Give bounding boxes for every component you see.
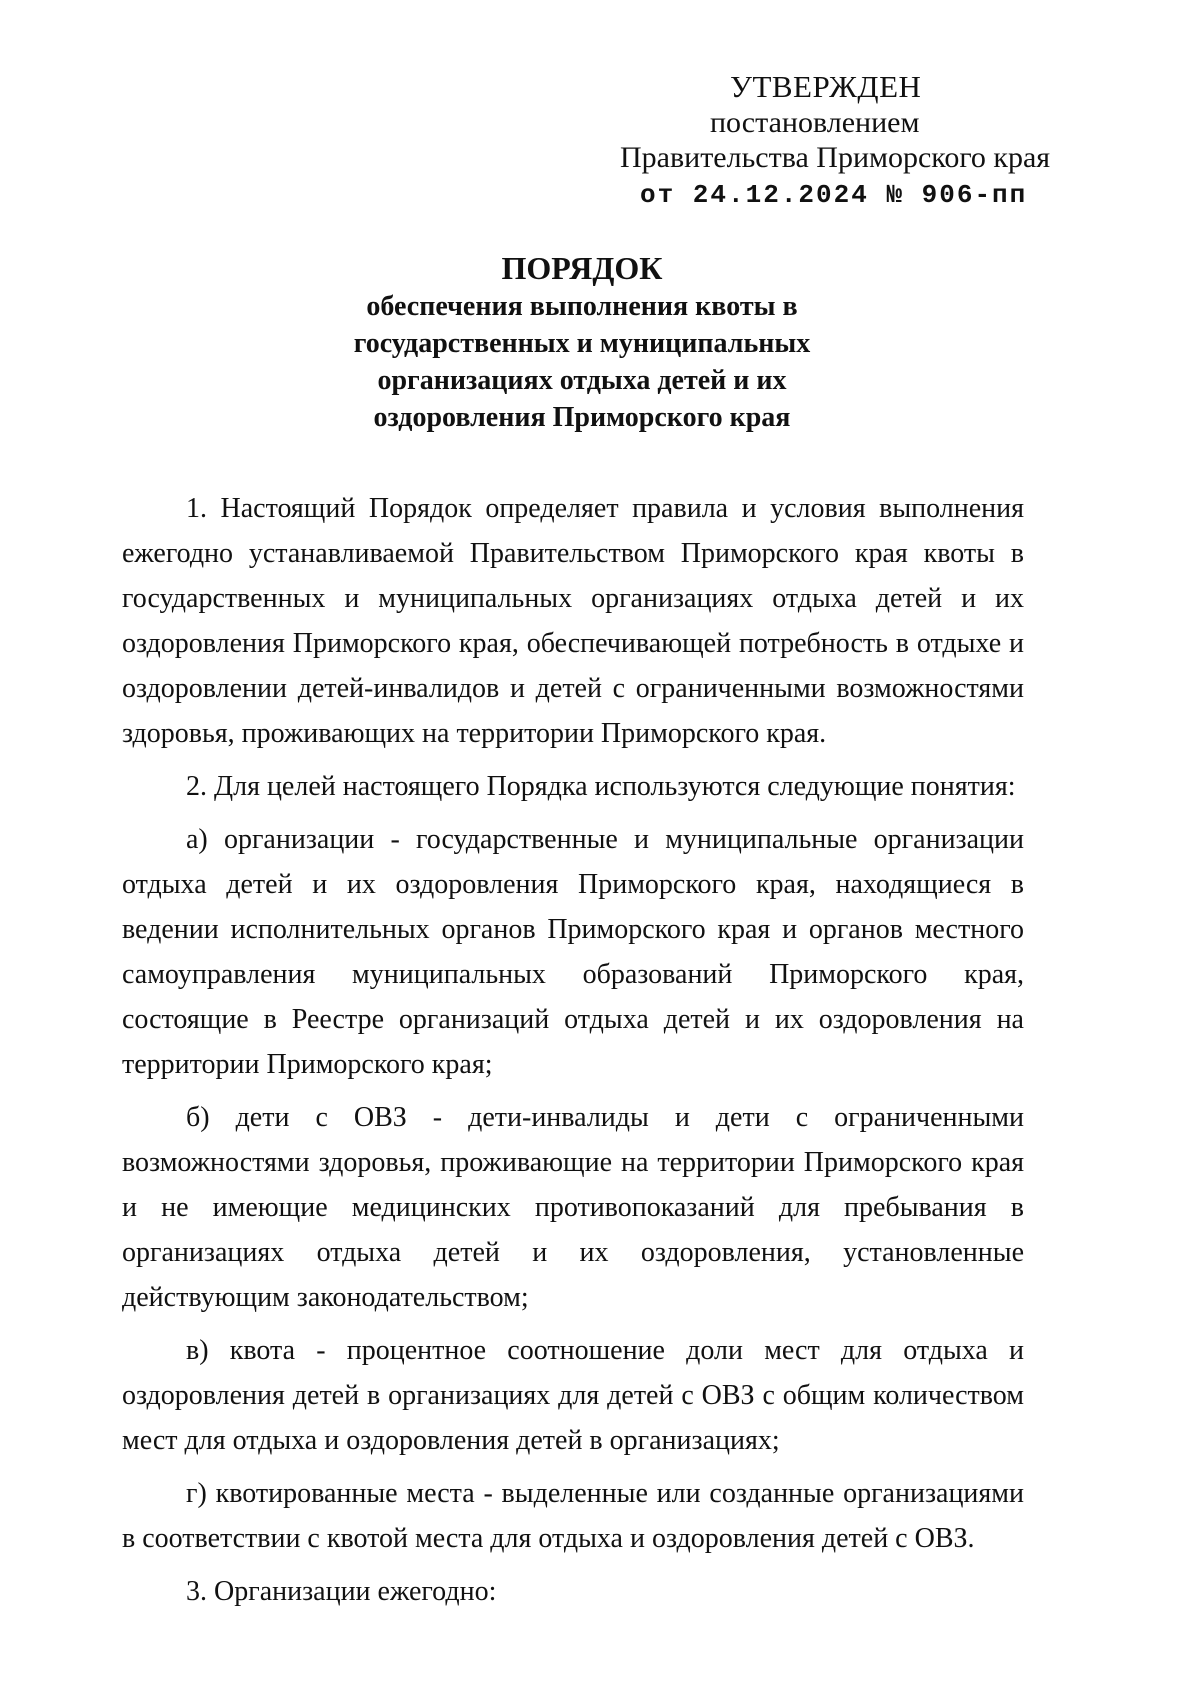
title-line-2: государственных и муниципальных bbox=[353, 328, 811, 359]
paragraph-2b: б) дети с ОВЗ - дети-инвалиды и дети с ограниченными возможностями здоровья, проживающие на территории Приморского края и не имеющие медицинских противопоказаний для пребывания в организациях отдыха детей и их оздоровления, установленные действующим законодательством; bbox=[122, 1102, 1024, 1313]
title-main: ПОРЯДОК bbox=[501, 250, 663, 286]
title-line-4: оздоровления Приморского края bbox=[373, 402, 791, 433]
approval-number: от 24.12.2024 № 906-пп bbox=[640, 180, 1028, 210]
paragraph-2v: в) квота - процентное соотношение доли мест для отдыха и оздоровления детей в организациях для детей с ОВЗ с общим количеством мест для отдыха и оздоровления детей в организациях; bbox=[122, 1335, 1024, 1456]
title-line-3: организациях отдыха детей и их bbox=[377, 365, 787, 396]
approval-government: Правительства Приморского края bbox=[620, 141, 1051, 174]
paragraph-1: 1. Настоящий Порядок определяет правила и условия выполнения ежегодно устанавливаемой Правительством Приморского края квоты в государственных и муниципальных организациях отдыха детей и их оздоровления Приморского края, обеспечивающей потребность в отдыхе и оздоровлении детей-инвалидов и детей с ограниченными возможностями здоровья, проживающих на территории Приморского края. bbox=[122, 493, 1024, 749]
approval-by-decree: постановлением bbox=[710, 106, 920, 139]
paragraph-2a: а) организации - государственные и муниципальные организации отдыха детей и их оздоровления Приморского края, находящиеся в ведении исполнительных органов Приморского края и органов местного самоуправления муниципальных образований Приморского края, состоящие в Реестре организаций отдыха детей и их оздоровления на территории Приморского края; bbox=[122, 824, 1024, 1080]
title-line-1: обеспечения выполнения квоты в bbox=[366, 291, 798, 322]
document-title bbox=[0, 248, 1164, 436]
approval-title: УТВЕРЖДЕН bbox=[730, 69, 922, 104]
document-body bbox=[122, 486, 1024, 1614]
paragraph-2: 2. Для целей настоящего Порядка используются следующие понятия: bbox=[186, 771, 1016, 802]
paragraph-3: 3. Организации ежегодно: bbox=[186, 1576, 497, 1607]
paragraph-2g: г) квотированные места - выделенные или созданные организациями в соответствии с квотой места для отдыха и оздоровления детей с ОВЗ. bbox=[122, 1478, 1024, 1554]
